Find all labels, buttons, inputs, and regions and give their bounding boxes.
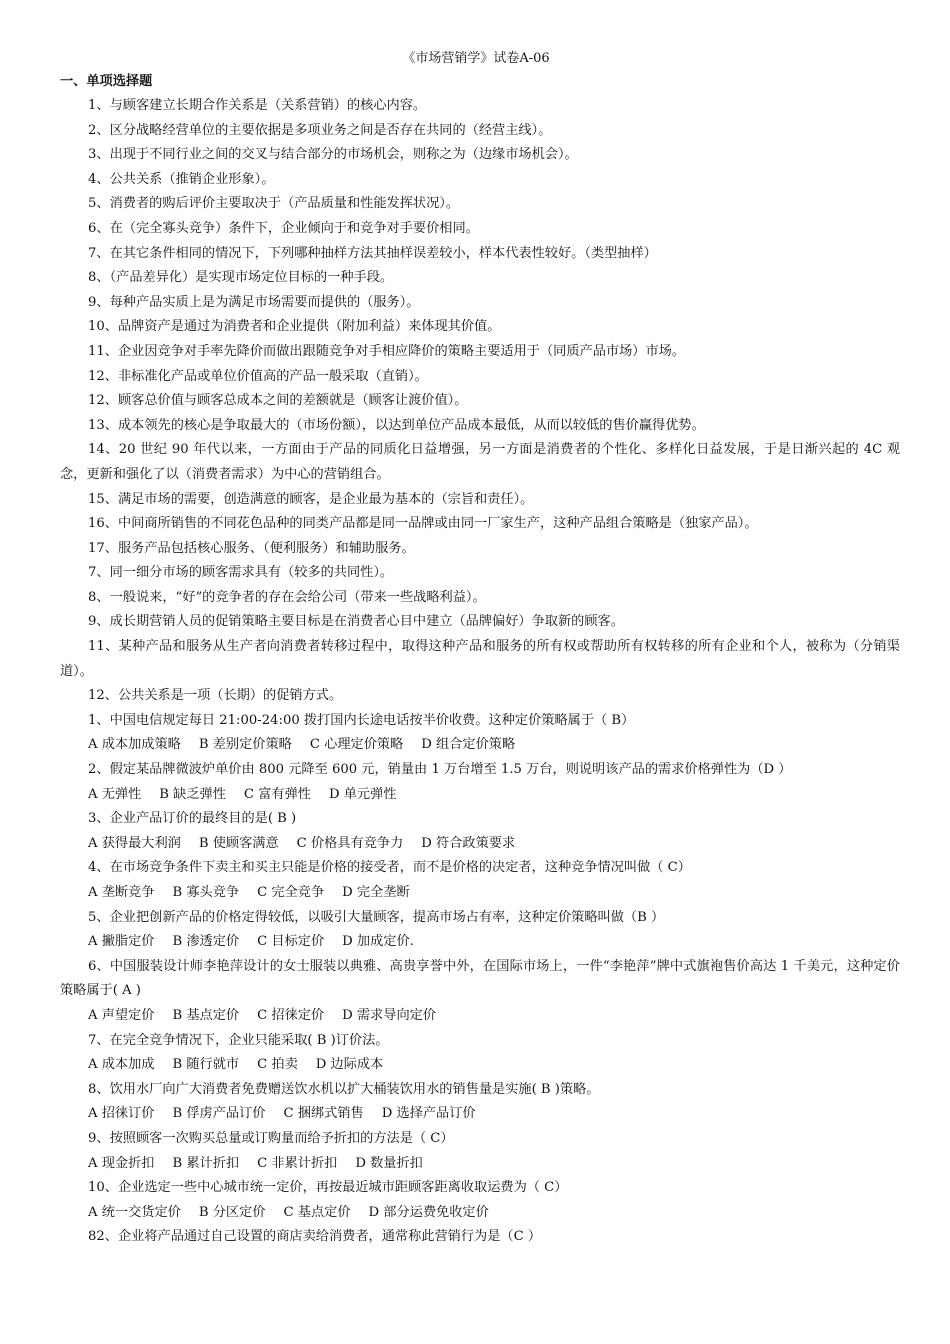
answer-option: A 无弹性 — [88, 786, 142, 802]
answer-option: B 分区定价 — [198, 1204, 266, 1220]
answer-option: D 部分运费免收定价 — [368, 1204, 489, 1220]
answer-option: A 获得最大利润 — [88, 835, 181, 851]
document-title: 《市场营销学》试卷A-06 — [402, 51, 550, 66]
question-item: 9、按照顾客一次购买总量或订购量而给予折扣的方法是（ C） — [88, 1130, 454, 1146]
answer-option: D 单元弹性 — [328, 786, 397, 802]
question-item: 2、区分战略经营单位的主要依据是多项业务之间是否存在共同的（经营主线）。 — [88, 122, 552, 138]
answer-option: D 选择产品订价 — [381, 1106, 476, 1122]
question-item: 7、同一细分市场的顾客需求具有（较多的共同性）。 — [88, 565, 394, 581]
answer-option: D 加成定价. — [342, 934, 414, 950]
answer-option: C 目标定价 — [257, 934, 325, 950]
question-item: 3、企业产品订价的最终目的是( B ) — [88, 811, 297, 827]
answer-option: B 累计折扣 — [172, 1155, 240, 1171]
answer-options — [60, 1152, 900, 1177]
question-item: 16、中间商所销售的不同花色品种的同类产品都是同一品牌或由同一厂家生产，这种产品组合策略是（独家产品）。 — [88, 516, 758, 532]
answer-option: C 价格具有竞争力 — [296, 835, 404, 851]
answer-option: C 完全竞争 — [257, 885, 325, 900]
question-list — [60, 94, 900, 1250]
answer-option: B 缺乏弹性 — [159, 786, 226, 802]
answer-option: B 随行就市 — [172, 1057, 240, 1073]
answer-options — [60, 1053, 900, 1078]
answer-option: C 招徕定价 — [257, 1007, 325, 1023]
question-item: 12、顾客总价值与顾客总成本之间的差额就是（顾客让渡价值）。 — [88, 393, 468, 409]
question-item: 10、品牌资产是通过为消费者和企业提供（附加利益）来体现其价值。 — [88, 319, 501, 335]
answer-option: B 差别定价策略 — [198, 737, 292, 753]
answer-option: C 非累计折扣 — [257, 1155, 338, 1171]
question-item: 5、企业把创新产品的价格定得较低，以吸引大量顾客，提高市场占有率，这种定价策略叫做（B ） — [88, 909, 665, 925]
answer-options — [60, 1201, 900, 1226]
question-item: 8、一般说来，“好”的竞争者的存在会给公司（带来一些战略利益）。 — [88, 589, 486, 605]
question-item: 10、企业选定一些中心城市统一定价，再按最近城市距顾客距离收取运费为（ C） — [88, 1180, 568, 1196]
question-item: 17、服务产品包括核心服务、（便利服务）和辅助服务。 — [88, 540, 415, 556]
answer-option: D 符合政策要求 — [421, 835, 516, 851]
answer-options — [60, 1102, 900, 1127]
answer-option: D 组合定价策略 — [421, 737, 516, 753]
question-item: 6、中国服装设计师李艳萍设计的女士服装以典雅、高贵享誉中外，在国际市场上，一件“李艳萍”牌中式旗袍售价高达 1 千美元，这种定价策略属于( A ) — [60, 958, 900, 999]
answer-option: D 数量折扣 — [355, 1155, 423, 1171]
answer-option: A 垄断竞争 — [88, 885, 155, 900]
answer-option: C 基点定价 — [283, 1204, 351, 1220]
answer-options — [60, 881, 900, 906]
question-item: 7、在其它条件相同的情况下，下列哪种抽样方法其抽样误差较小，样本代表性较好。（类型抽样） — [88, 245, 657, 261]
answer-option: B 使顾客满意 — [198, 835, 279, 851]
answer-option: D 完全垄断 — [342, 885, 410, 900]
question-item: 1、中国电信规定每日 21:00-24:00 拨打国内长途电话按半价收费。这种定价策略属于（ B） — [88, 712, 635, 728]
question-item: 15、满足市场的需要，创造满意的顾客，是企业最为基本的（宗旨和责任）。 — [88, 491, 534, 507]
question-item: 11、企业因竞争对手率先降价而做出跟随竞争对手相应降价的策略主要适用于（同质产品市场）市场。 — [88, 343, 686, 359]
answer-option: A 现金折扣 — [88, 1155, 155, 1171]
question-item: 9、每种产品实质上是为满足市场需要而提供的（服务）。 — [88, 294, 420, 310]
answer-options — [60, 783, 900, 808]
answer-option: A 招徕订价 — [88, 1106, 155, 1122]
question-item: 5、消费者的购后评价主要取决于（产品质量和性能发挥状况）。 — [88, 196, 460, 212]
answer-option: B 俘虏产品订价 — [172, 1106, 266, 1122]
answer-option: B 寡头竞争 — [172, 885, 240, 900]
question-item: 8、（产品差异化）是实现市场定位目标的一种手段。 — [88, 270, 394, 286]
question-item: 2、假定某品牌微波炉单价由 800 元降至 600 元，销量由 1 万台增至 1.5 万台，则说明该产品的需求价格弹性为（D ） — [88, 762, 792, 778]
question-item: 13、成本领先的核心是争取最大的（市场份额），以达到单位产品成本最低，从而以较低的售价赢得优势。 — [88, 417, 705, 433]
question-item: 12、公共关系是一项（长期）的促销方式。 — [88, 688, 343, 704]
answer-options — [60, 930, 900, 955]
section-heading: 一、单项选择题 — [60, 74, 153, 89]
question-item: 11、某种产品和服务从生产者向消费者转移过程中，取得这种产品和服务的所有权或帮助所有权转移的所有企业和个人，被称为（分销渠道）。 — [60, 639, 900, 679]
question-item: 4、公共关系（推销企业形象）。 — [88, 171, 275, 187]
question-item: 14、20 世纪 90 年代以来，一方面由于产品的同质化日益增强，另一方面是消费者的个性化、多样化日益发展，于是日渐兴起的 4C 观念，更新和强化了以（消费者需求）为中心的营销组合。 — [60, 442, 900, 482]
answer-option: B 渗透定价 — [172, 934, 240, 950]
answer-option: A 声望定价 — [88, 1007, 155, 1023]
question-item: 3、出现于不同行业之间的交叉与结合部分的市场机会，则称之为（边缘市场机会）。 — [88, 147, 578, 163]
answer-option: A 撇脂定价 — [88, 934, 155, 950]
answer-option: D 边际成本 — [315, 1057, 384, 1073]
question-item: 8、饮用水厂向广大消费者免费赠送饮水机以扩大桶装饮用水的销售量是实施( B )策略。 — [88, 1081, 600, 1097]
answer-option: C 富有弹性 — [243, 786, 311, 802]
answer-option: D 需求导向定价 — [342, 1007, 437, 1023]
answer-option: C 捆绑式销售 — [283, 1106, 364, 1122]
answer-options — [60, 733, 900, 758]
answer-option: A 成本加成策略 — [88, 737, 181, 753]
answer-option: C 心理定价策略 — [309, 737, 404, 753]
answer-option: C 拍卖 — [257, 1057, 298, 1073]
question-item: 7、在完全竞争情况下，企业只能采取( B )订价法。 — [88, 1032, 389, 1048]
question-item: 9、成长期营销人员的促销策略主要目标是在消费者心目中建立（品牌偏好）争取新的顾客。 — [88, 614, 624, 630]
answer-option: A 成本加成 — [88, 1057, 155, 1073]
question-item: 4、在市场竞争条件下卖主和买主只能是价格的接受者，而不是价格的决定者，这种竞争情况叫做（ C） — [88, 860, 691, 876]
answer-option: A 统一交货定价 — [88, 1204, 181, 1220]
answer-option: B 基点定价 — [172, 1007, 240, 1023]
question-item: 82、企业将产品通过自己设置的商店卖给消费者，通常称此营销行为是（C ） — [88, 1229, 542, 1245]
answer-options — [60, 832, 900, 857]
question-item: 6、在（完全寡头竞争）条件下，企业倾向于和竞争对手要价相同。 — [88, 220, 479, 236]
question-item: 12、非标准化产品或单位价值高的产品一般采取（直销）。 — [88, 368, 428, 384]
answer-options — [60, 1004, 900, 1029]
question-item: 1、与顾客建立长期合作关系是（关系营销）的核心内容。 — [88, 98, 427, 113]
